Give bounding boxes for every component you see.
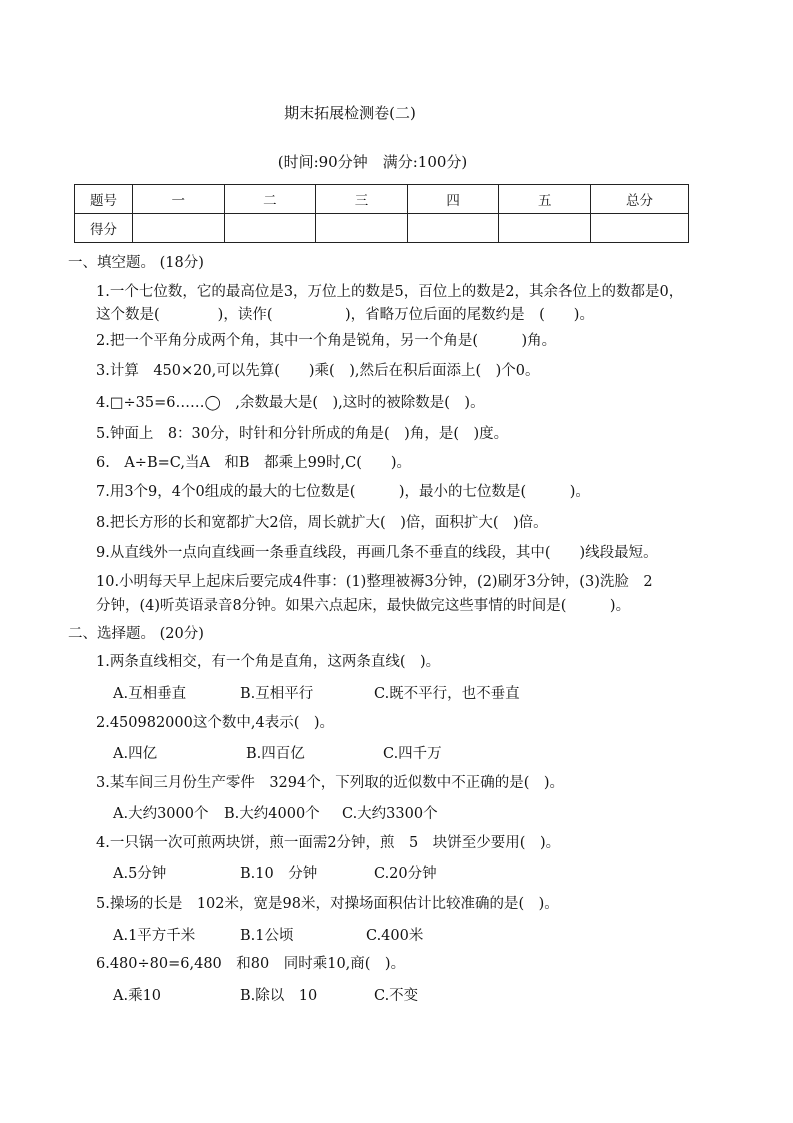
question-10-line-1: 10.小明每天早上起床后要完成4件事：(1)整理被褥3分钟，(2)刷牙3分钟，(3)洗脸 2 bbox=[96, 574, 653, 590]
choice-question-6: 6.480÷80=6,480 和80 同时乘10,商( )。 bbox=[96, 956, 406, 972]
score-row-label: 得分 bbox=[75, 214, 133, 243]
score-cell bbox=[591, 214, 689, 243]
choice-option-a: A.互相垂直 bbox=[113, 686, 187, 702]
choice-option-b: B.大约4000个 bbox=[224, 806, 320, 822]
score-cell bbox=[133, 214, 225, 243]
score-cell bbox=[224, 214, 316, 243]
score-header-cell: 总分 bbox=[591, 185, 689, 214]
score-header-cell: 题号 bbox=[75, 185, 133, 214]
page-title: 期末拓展检测卷(二) bbox=[284, 104, 416, 122]
choice-option-c: C.既不平行，也不垂直 bbox=[374, 686, 520, 702]
question-2: 2.把一个平角分成两个角，其中一个角是锐角，另一个角是( )角。 bbox=[96, 333, 557, 349]
score-header-cell: 二 bbox=[224, 185, 316, 214]
choice-option-c: C.400米 bbox=[366, 928, 424, 944]
score-table-header-row bbox=[75, 185, 689, 214]
score-header-cell: 一 bbox=[133, 185, 225, 214]
score-cell bbox=[499, 214, 591, 243]
exam-info: (时间:90分钟 满分:100分) bbox=[277, 153, 468, 171]
choice-option-b: B.除以 10 bbox=[240, 988, 318, 1004]
score-table-score-row bbox=[75, 214, 689, 243]
question-4: 4.□÷35=6……◯ ,余数最大是( ),这时的被除数是( )。 bbox=[96, 395, 485, 411]
score-header-cell: 五 bbox=[499, 185, 591, 214]
choice-option-c: C.不变 bbox=[374, 988, 419, 1004]
question-6: 6. A÷B=C,当A 和B 都乘上99时,C( )。 bbox=[96, 455, 412, 471]
question-10-line-2: 分钟，(4)听英语录音8分钟。如果六点起床，最快做完这些事情的时间是( )。 bbox=[96, 598, 631, 614]
choice-option-a: A.1平方千米 bbox=[113, 928, 196, 944]
choice-question-4: 4.一只锅一次可煎两块饼，煎一面需2分钟，煎 5 块饼至少要用( )。 bbox=[96, 835, 561, 851]
choice-option-b: B.互相平行 bbox=[240, 686, 314, 702]
choice-question-2: 2.450982000这个数中,4表示( )。 bbox=[96, 715, 335, 731]
question-3: 3.计算 450×20,可以先算( )乘( ),然后在积后面添上( )个0。 bbox=[96, 363, 540, 379]
choice-option-b: B.10 分钟 bbox=[240, 866, 318, 882]
choice-option-a: A.乘10 bbox=[113, 988, 162, 1004]
section-heading-multiple-choice: 二、选择题。 (20分) bbox=[68, 626, 204, 642]
score-table bbox=[74, 184, 689, 243]
choice-option-b: B.四百亿 bbox=[246, 746, 305, 762]
choice-option-a: A.大约3000个 bbox=[113, 806, 209, 822]
score-header-cell: 四 bbox=[407, 185, 499, 214]
question-5: 5.钟面上 8：30分，时针和分针所成的角是( )角，是( )度。 bbox=[96, 426, 509, 442]
question-1-line-1: 1.一个七位数，它的最高位是3，万位上的数是5，百位上的数是2，其余各位上的数都是0， bbox=[96, 284, 684, 300]
choice-option-c: C.大约3300个 bbox=[342, 806, 438, 822]
question-7: 7.用3个9，4个0组成的最大的七位数是( )，最小的七位数是( )。 bbox=[96, 484, 590, 500]
choice-option-a: A.四亿 bbox=[113, 746, 158, 762]
question-1-line-2: 这个数是( )，读作( )，省略万位后面的尾数约是 ( )。 bbox=[96, 307, 594, 323]
choice-option-b: B.1公顷 bbox=[240, 928, 294, 944]
choice-option-c: C.四千万 bbox=[383, 746, 442, 762]
choice-question-3: 3.某车间三月份生产零件 3294个，下列取的近似数中不正确的是( )。 bbox=[96, 775, 565, 791]
choice-question-5: 5.操场的长是 102米，宽是98米，对操场面积估计比较准确的是( )。 bbox=[96, 896, 559, 912]
question-8: 8.把长方形的长和宽都扩大2倍，周长就扩大( )倍，面积扩大( )倍。 bbox=[96, 515, 548, 531]
choice-question-1: 1.两条直线相交，有一个角是直角，这两条直线( )。 bbox=[96, 654, 441, 670]
choice-option-a: A.5分钟 bbox=[113, 866, 167, 882]
question-9: 9.从直线外一点向直线画一条垂直线段，再画几条不垂直的线段，其中( )线段最短。 bbox=[96, 545, 658, 561]
score-header-cell: 三 bbox=[316, 185, 408, 214]
score-cell bbox=[316, 214, 408, 243]
score-cell bbox=[407, 214, 499, 243]
choice-option-c: C.20分钟 bbox=[374, 866, 437, 882]
section-heading-fill-blank: 一、填空题。 (18分) bbox=[68, 255, 204, 271]
